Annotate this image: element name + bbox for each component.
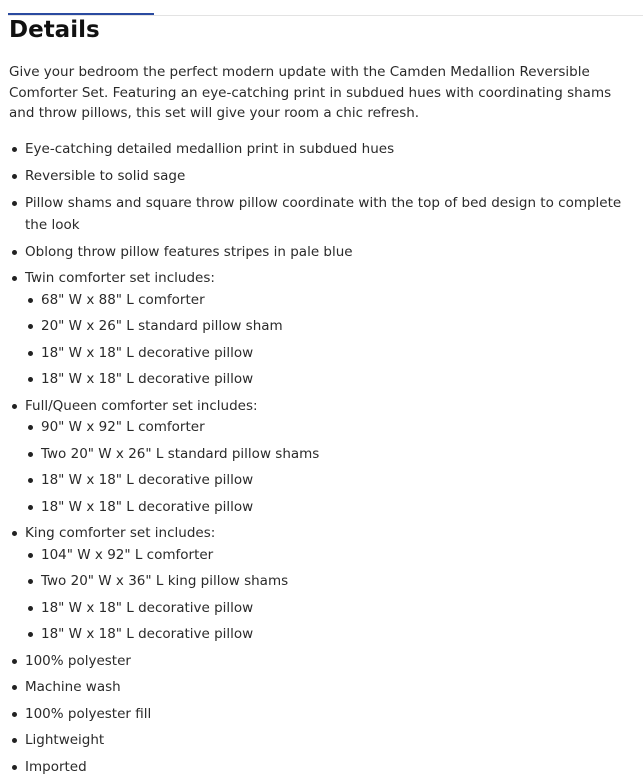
feature-list bbox=[9, 139, 639, 783]
set-item: 18" W x 18" L decorative pillow bbox=[25, 497, 639, 518]
feature-item: Machine wash bbox=[9, 677, 639, 698]
feature-item: 100% polyester bbox=[9, 651, 639, 672]
set-item: Two 20" W x 26" L standard pillow shams bbox=[25, 444, 639, 465]
set-item: 18" W x 18" L decorative pillow bbox=[25, 343, 639, 364]
full-queen-set-contents bbox=[25, 417, 639, 518]
feature-item: Lightweight bbox=[9, 730, 639, 751]
set-item: 68" W x 88" L comforter bbox=[25, 290, 639, 311]
feature-item: Oblong throw pillow features stripes in pale blue bbox=[9, 242, 639, 263]
product-description: Give your bedroom the perfect modern update with the Camden Medallion Reversible Comforter Set. Featuring an eye-catching print in subdued hues with coordinating shams and throw pillows, this set will give your room a chic refresh. bbox=[9, 64, 612, 121]
feature-item-king-set bbox=[9, 523, 639, 645]
feature-item-full-queen-set bbox=[9, 396, 639, 518]
feature-item: 100% polyester fill bbox=[9, 704, 639, 725]
feature-label: King comforter set includes: bbox=[25, 525, 216, 541]
set-item: Two 20" W x 36" L king pillow shams bbox=[25, 571, 639, 592]
set-item: 18" W x 18" L decorative pillow bbox=[25, 598, 639, 619]
feature-item-twin-set bbox=[9, 268, 639, 390]
feature-item: Eye-catching detailed medallion print in subdued hues bbox=[9, 139, 639, 160]
twin-set-contents bbox=[25, 290, 639, 391]
set-item: 18" W x 18" L decorative pillow bbox=[25, 470, 639, 491]
set-item: 18" W x 18" L decorative pillow bbox=[25, 369, 639, 390]
feature-item: Pillow shams and square throw pillow coordinate with the top of bed design to complete the look bbox=[9, 192, 639, 236]
feature-label: Twin comforter set includes: bbox=[25, 270, 215, 286]
section-heading: Details bbox=[9, 17, 100, 43]
feature-item: Reversible to solid sage bbox=[9, 166, 639, 187]
set-item: 18" W x 18" L decorative pillow bbox=[25, 624, 639, 645]
feature-item: Imported bbox=[9, 757, 639, 778]
king-set-contents bbox=[25, 545, 639, 646]
set-item: 104" W x 92" L comforter bbox=[25, 545, 639, 566]
feature-label: Full/Queen comforter set includes: bbox=[25, 397, 258, 414]
set-item: 20" W x 26" L standard pillow sham bbox=[25, 316, 639, 337]
tab-divider bbox=[8, 15, 643, 16]
set-item: 90" W x 92" L comforter bbox=[25, 417, 639, 438]
